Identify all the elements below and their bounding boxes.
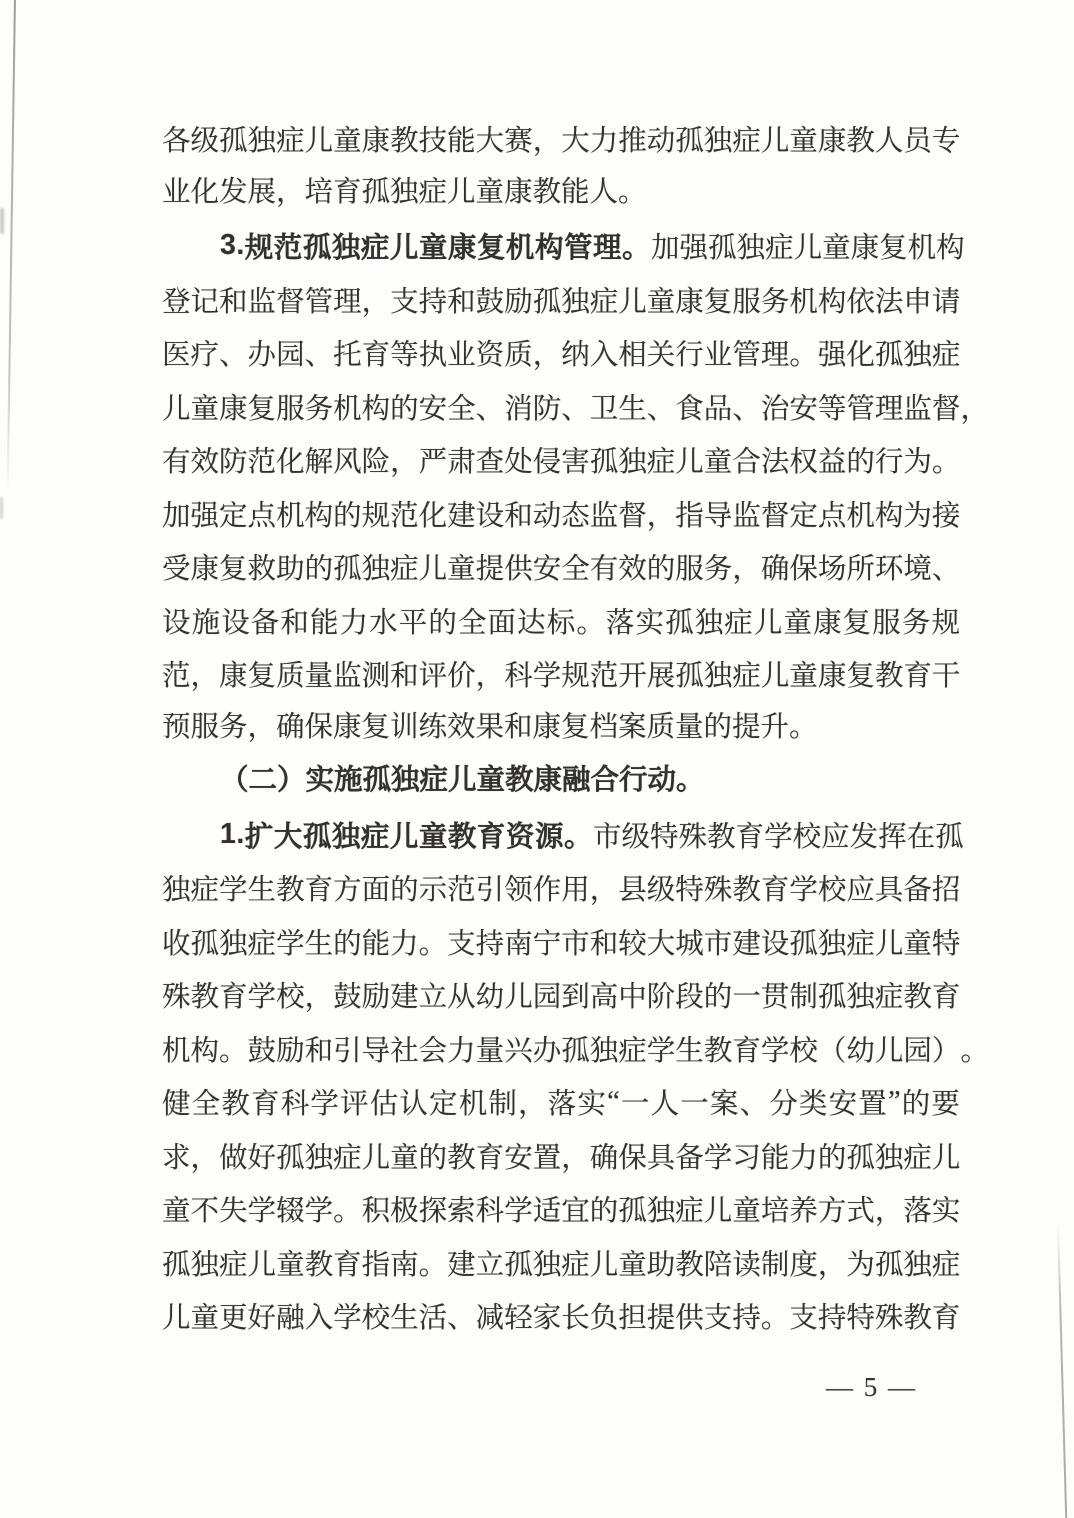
text-run: （二）实施孤独症儿童教康融合行动。 bbox=[220, 765, 705, 796]
text-line: 求 ， 做 好 孤 独 症 儿 童 的 教 育 安 置 ， 确 保 具 备 学 习 能 力 的 孤 独 症 儿 bbox=[162, 1142, 961, 1174]
text-line: 儿 童 更 好 融 入 学 校 生 活 、 减 轻 家 长 负 担 提 供 支 持 。 支 持 特 殊 教 育 bbox=[162, 1303, 961, 1335]
scan-smudge bbox=[0, 208, 4, 234]
text-line: 受 康 复 救 助 的 孤 独 症 儿 童 提 供 安 全 有 效 的 服 务 ， 确 保 场 所 环 境 、 bbox=[162, 554, 961, 586]
text-line bbox=[162, 166, 960, 220]
text-line: 3 . 规 范 孤 独 症 儿 童 康 复 机 构 管 理 。 加 强 孤 独 症 儿 童 康 复 机 构 bbox=[220, 229, 965, 265]
text-line bbox=[162, 701, 960, 755]
text-line: 登 记 和 监 督 管 理 ， 支 持 和 鼓 励 孤 独 症 儿 童 康 复 服 务 机 构 依 法 申 请 bbox=[162, 286, 961, 318]
text-run: 预服务，确保康复训练效果和康复档案质量的提升。 bbox=[162, 711, 818, 743]
text-line: 收 孤 独 症 学 生 的 能 力 。 支 持 南 宁 市 和 较 大 城 市 建 设 孤 独 症 儿 童 特 bbox=[162, 928, 961, 960]
text-line: 儿 童 康 复 服 务 机 构 的 安 全 、 消 防 、 卫 生 、 食 品 、 治 安 等 管 理 监 督 ， bbox=[162, 393, 989, 425]
text-run: 业化发展，培育孤独症儿童康教能人。 bbox=[162, 176, 647, 208]
text-line: 独 症 学 生 教 育 方 面 的 示 范 引 领 作 用 ， 县 级 特 殊 教 育 学 校 应 具 备 招 bbox=[162, 875, 961, 907]
text-line: 健 全 教 育 科 学 评 估 认 定 机 制 ， 落 实 “ 一 人 一 案 、 分 类 安 置 ” 的 要 bbox=[162, 1085, 960, 1121]
text-line: 有 效 防 范 化 解 风 险 ， 严 肃 查 处 侵 害 孤 独 症 儿 童 合 法 权 益 的 行 为 。 bbox=[162, 447, 961, 479]
text-line: 孤 独 症 儿 童 教 育 指 南 。 建 立 孤 独 症 儿 童 助 教 陪 读 制 度 ， 为 孤 独 症 bbox=[162, 1249, 961, 1281]
scan-artifact-left-line bbox=[7, 0, 16, 492]
scan-smudge bbox=[0, 497, 3, 519]
page-number: — 5 — bbox=[826, 1372, 917, 1402]
text-line: 各 级 孤 独 症 儿 童 康 教 技 能 大 赛 ， 大 力 推 动 孤 独 症 儿 童 康 教 人 员 专 bbox=[162, 126, 961, 158]
text-line bbox=[162, 754, 960, 808]
text-line: 机 构 。 鼓 励 和 引 导 社 会 力 量 兴 办 孤 独 症 学 生 教 育 学 校 （ 幼 儿 园 ） 。 bbox=[162, 1035, 989, 1067]
text-line: 殊 教 育 学 校 ， 鼓 励 建 立 从 幼 儿 园 到 高 中 阶 段 的 一 贯 制 孤 独 症 教 育 bbox=[162, 982, 961, 1014]
text-line: 医 疗 、 办 园 、 托 育 等 执 业 资 质 ， 纳 入 相 关 行 业 管 理 。 强 化 孤 独 症 bbox=[162, 340, 961, 372]
text-line: 范 ， 康 复 质 量 监 测 和 评 价 ， 科 学 规 范 开 展 孤 独 症 儿 童 康 复 教 育 干 bbox=[162, 661, 961, 693]
scan-artifact-right-line bbox=[1057, 1224, 1067, 1518]
text-line: 1 . 扩 大 孤 独 症 儿 童 教 育 资 源 。 市 级 特 殊 教 育 学 校 应 发 挥 在 孤 bbox=[220, 817, 964, 853]
text-line: 加 强 定 点 机 构 的 规 范 化 建 设 和 动 态 监 督 ， 指 导 监 督 定 点 机 构 为 接 bbox=[162, 500, 961, 532]
document-body bbox=[162, 112, 989, 1343]
text-line: 设 施 设 备 和 能 力 水 平 的 全 面 达 标 。 落 实 孤 独 症 儿 童 康 复 服 务 规 bbox=[162, 607, 960, 639]
text-line: 童 不 失 学 辍 学 。 积 极 探 索 科 学 适 宜 的 孤 独 症 儿 童 培 养 方 式 ， 落 实 bbox=[162, 1196, 961, 1228]
